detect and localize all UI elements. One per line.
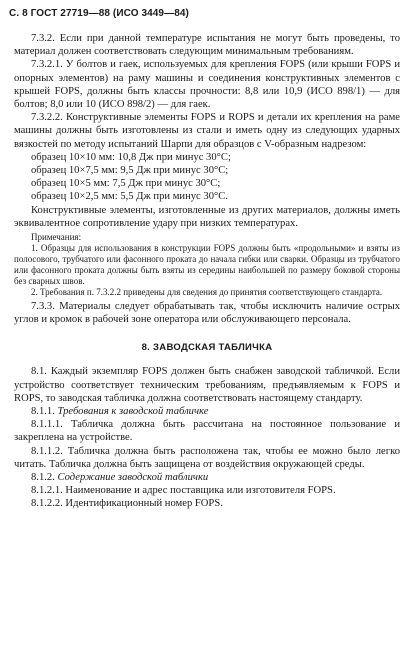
note-2: 2. Требования п. 7.3.2.2 приведены для сведения до принятия соответствующего стандарта.	[31, 287, 383, 298]
sample-line: образец 10×10 мм: 10,8 Дж при минус 30°С;	[31, 151, 231, 163]
paragraph-other-materials: Конструктивные элементы, изготовленные из других материалов, должны иметь эквивалентное сопротивление удару при низких температурах.	[14, 204, 400, 229]
section-heading-8: 8. ЗАВОДСКАЯ ТАБЛИЧКА	[141, 342, 273, 354]
sample-line: образец 10×5 мм: 7,5 Дж при минус 30°С;	[31, 178, 221, 190]
paragraph-8-1: 8.1. Каждый экземпляр FOPS должен быть снабжен заводской табличкой. Если устройство соответствует техническим требованиям, предъявляемым к FOPS и ROPS, то заводская табличка должна соответствовать настоящему стандарту.	[14, 366, 400, 404]
paragraph-8-1-1-2: 8.1.1.2. Табличка должна быть расположена так, чтобы ее можно было легко читать. Табличка должна быть защищена от воздействия окружающей среды.	[14, 445, 400, 470]
document-body	[14, 32, 400, 511]
page-header: С. 8 ГОСТ 27719—88 (ИСО 3449—84)	[9, 8, 189, 19]
paragraph-8-1-1	[14, 405, 400, 418]
sample-line: образец 10×7,5 мм: 9,5 Дж при минус 30°С;	[31, 165, 229, 177]
subheading-plate-requirements: Требования к заводской табличке	[57, 406, 209, 418]
paragraph-8-1-1-1: 8.1.1.1. Табличка должна быть рассчитана на постоянное пользование и закреплена на устройстве.	[14, 419, 400, 444]
sample-line: образец 10×2,5 мм: 5,5 Дж при минус 30°С.	[31, 191, 228, 203]
paragraph-7-3-2-1: 7.3.2.1. У болтов и гаек, используемых для крепления FOPS (или крыши FOPS и опорных элементов) на раму машины и соединения конструктивных элементов с крышей FOPS, должны быть классы прочности: 8,8 или 10,9 (ИСО 898/1) — для болтов; 8,0 или 10 (ИСО 898/2) — для гаек.	[14, 59, 400, 111]
subheading-plate-content: Содержание заводской таблички	[57, 472, 209, 484]
clause-number: 8.1.2.	[31, 472, 55, 484]
paragraph-7-3-2: 7.3.2. Если при данной температуре испытания не могут быть проведены, то материал должен соответствовать следующим минимальным требованиям.	[14, 33, 400, 58]
clause-number: 8.1.1.	[31, 406, 55, 418]
paragraph-7-3-2-2: 7.3.2.2. Конструктивные элементы FOPS и ROPS и детали их крепления на раме машины должны быть изготовлены из стали и иметь одну из следующих ударных вязкостей по методу испытаний Шарпи для образцов с V-образным надрезом:	[14, 112, 400, 150]
notes-title: Примечания:	[31, 232, 82, 243]
paragraph-7-3-3: 7.3.3. Материалы следует обрабатывать так, чтобы исключить наличие острых углов и кромок в рабочей зоне оператора или обслуживающего персонала.	[14, 301, 400, 326]
note-1: 1. Образцы для использования в конструкции FOPS должны быть «продольными» и взяты из полосового, трубчатого или фасонного проката до начала гибки или сварки. Образцы из трубчатого или фасонного проката должны быть взяты из середины наибольшей по размеру боковой стороны без сварных швов.	[14, 243, 400, 287]
paragraph-8-1-2-1: 8.1.2.1. Наименование и адрес поставщика или изготовителя FOPS.	[31, 485, 336, 497]
paragraph-8-1-2	[14, 471, 400, 484]
paragraph-8-1-2-2: 8.1.2.2. Идентификационный номер FOPS.	[31, 498, 223, 510]
